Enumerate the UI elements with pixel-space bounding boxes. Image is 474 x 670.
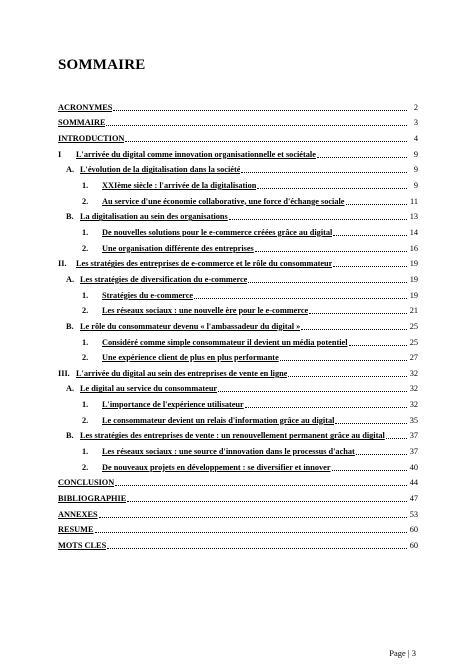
toc-entry-label: De nouvelles solutions pour le e-commerce créées grâce au digital	[102, 227, 333, 237]
toc-entry-number: 2.	[82, 306, 89, 316]
toc-entry[interactable]	[58, 301, 418, 317]
toc-entry-label: Une expérience client de plus en plus performante	[102, 353, 279, 363]
toc-entry[interactable]	[58, 457, 418, 473]
toc-entry-label: Les réseaux sociaux : une source d'innovation dans le processus d'achat	[102, 447, 355, 457]
toc-entry-number: 2.	[82, 462, 89, 472]
toc-entry-number: 1.	[82, 337, 89, 347]
page-number-footer: Page | 3	[389, 648, 416, 658]
toc-entry-label: INTRODUCTION	[58, 133, 125, 143]
toc-entry-page: 44	[409, 478, 418, 488]
toc-entry-label: Le consommateur devient un relais d'information grâce au digital	[102, 415, 335, 425]
toc-entry[interactable]	[58, 316, 418, 332]
page-title: SOMMAIRE	[58, 57, 146, 73]
toc-entry-label: L'importance de l'expérience utilisateur	[102, 400, 244, 410]
toc-entry-label: SOMMAIRE	[58, 118, 106, 128]
toc-entry-label: Le digital au service du consommateur	[80, 384, 218, 394]
toc-entry-label: ACRONYMES	[58, 102, 113, 112]
toc-entry[interactable]	[58, 488, 418, 504]
toc-entry-label: BIBLIOGRAPHIE	[58, 494, 127, 504]
toc-entry-page: 21	[409, 306, 418, 316]
toc-entry[interactable]	[58, 285, 418, 301]
toc-entry[interactable]	[58, 191, 418, 207]
toc-entry-number: B.	[66, 321, 74, 331]
toc-dot-leader	[127, 501, 407, 502]
toc-entry-page: 19	[409, 274, 418, 284]
toc-entry-page: 35	[409, 415, 418, 425]
toc-dot-leader	[349, 345, 407, 346]
toc-entry-number: 1.	[82, 180, 89, 190]
toc-entry[interactable]	[58, 348, 418, 364]
toc-dot-leader	[333, 266, 407, 267]
toc-entry-page: 40	[409, 462, 418, 472]
toc-dot-leader	[356, 454, 407, 455]
toc-entry[interactable]	[58, 269, 418, 285]
toc-entry-number: 1.	[82, 290, 89, 300]
toc-entry-page: 4	[413, 133, 418, 143]
toc-entry-number: 1.	[82, 447, 89, 457]
toc-entry-number: A.	[66, 165, 75, 175]
toc-entry-page: 9	[413, 149, 418, 159]
toc-entry-number: A.	[66, 384, 75, 394]
toc-entry-page: 11	[410, 196, 418, 206]
toc-entry-page: 3	[413, 118, 418, 128]
toc-entry-number: II.	[58, 259, 67, 269]
toc-entry-number: III.	[58, 368, 70, 378]
toc-entry-number: 2.	[82, 353, 89, 363]
toc-dot-leader	[280, 360, 407, 361]
toc-entry-label: Les réseaux sociaux : une nouvelle ère pour le e-commerce	[102, 306, 309, 316]
toc-entry[interactable]	[58, 473, 418, 489]
toc-dot-leader	[106, 125, 407, 126]
toc-dot-leader	[107, 548, 407, 549]
toc-entry[interactable]	[58, 222, 418, 238]
toc-entry-number: 2.	[82, 243, 89, 253]
toc-dot-leader	[317, 157, 407, 158]
toc-dot-leader	[194, 298, 407, 299]
table-of-contents	[58, 97, 418, 551]
toc-dot-leader	[301, 329, 407, 330]
toc-dot-leader	[95, 532, 408, 533]
toc-entry[interactable]	[58, 144, 418, 160]
toc-dot-leader	[113, 110, 407, 111]
toc-entry-label: MOTS CLES	[58, 541, 107, 551]
toc-entry-number: 2.	[82, 196, 89, 206]
toc-entry-page: 25	[409, 337, 418, 347]
toc-dot-leader	[229, 219, 407, 220]
toc-dot-leader	[333, 235, 407, 236]
toc-entry-label: Stratégies du e-commerce	[102, 290, 194, 300]
toc-entry-label: Les stratégies des entreprises de vente : un renouvellement permanent grâce au digital	[80, 431, 385, 441]
toc-entry-page: 2	[413, 102, 418, 112]
toc-entry-page: 53	[409, 509, 418, 519]
toc-entry-label: Une organisation différente des entreprises	[102, 243, 254, 253]
toc-entry-label: L'arrivée du digital comme innovation organisationnelle et sociétale	[76, 149, 316, 159]
toc-dot-leader	[335, 423, 407, 424]
toc-dot-leader	[115, 485, 407, 486]
toc-entry-page: 13	[409, 212, 418, 222]
toc-entry[interactable]	[58, 254, 418, 270]
toc-dot-leader	[309, 313, 407, 314]
toc-entry-page: 14	[409, 227, 418, 237]
toc-entry-label: De nouveaux projets en développement : se diversifier et innover	[102, 462, 331, 472]
toc-entry-label: Les stratégies des entreprises de e-commerce et le rôle du consommateur	[76, 259, 333, 269]
toc-dot-leader	[245, 407, 407, 408]
toc-entry-page: 9	[413, 180, 418, 190]
toc-entry-number: A.	[66, 274, 75, 284]
toc-entry-page: 60	[409, 541, 418, 551]
toc-dot-leader	[99, 517, 407, 518]
toc-entry-number: I	[58, 149, 62, 159]
toc-entry-label: RESUME	[58, 525, 94, 535]
toc-entry-page: 37	[409, 431, 418, 441]
toc-entry-label: Les stratégies de diversification du e-commerce	[80, 274, 248, 284]
toc-entry-label: ANNEXES	[58, 509, 98, 519]
toc-entry-label: CONCLUSION	[58, 478, 115, 488]
toc-entry[interactable]	[58, 410, 418, 426]
toc-dot-leader	[241, 172, 407, 173]
toc-entry[interactable]	[58, 97, 418, 113]
toc-entry-page: 19	[409, 259, 418, 269]
toc-dot-leader	[386, 438, 407, 439]
toc-entry-page: 25	[409, 321, 418, 331]
toc-entry[interactable]	[58, 426, 418, 442]
toc-entry-page: 32	[409, 400, 418, 410]
toc-entry-page: 60	[409, 525, 418, 535]
toc-entry-page: 19	[409, 290, 418, 300]
toc-dot-leader	[346, 204, 408, 205]
toc-entry[interactable]	[58, 520, 418, 536]
toc-entry-label: L'évolution de la digitalisation dans la société	[80, 165, 241, 175]
toc-dot-leader	[255, 251, 407, 252]
toc-entry-label: Considéré comme simple consommateur il devient un média potentiel	[102, 337, 348, 347]
toc-entry-number: 1.	[82, 400, 89, 410]
toc-entry[interactable]	[58, 207, 418, 223]
toc-entry-label: Au service d'une économie collaborative, une force d'échange sociale	[102, 196, 345, 206]
toc-entry-page: 47	[409, 494, 418, 504]
toc-entry-page: 32	[409, 384, 418, 394]
toc-dot-leader	[248, 282, 407, 283]
toc-entry-number: 2.	[82, 415, 89, 425]
toc-entry-label: XXIème siècle : l'arrivée de la digitalisation	[102, 180, 257, 190]
toc-entry-page: 37	[409, 447, 418, 457]
toc-entry-label: L'arrivée du digital au sein des entreprises de vente en ligne	[76, 368, 288, 378]
toc-entry[interactable]	[58, 175, 418, 191]
toc-entry[interactable]	[58, 379, 418, 395]
toc-dot-leader	[257, 188, 407, 189]
toc-entry[interactable]	[58, 128, 418, 144]
toc-dot-leader	[125, 141, 407, 142]
toc-entry[interactable]	[58, 113, 418, 129]
toc-entry-label: La digitalisation au sein des organisations	[80, 212, 228, 222]
toc-dot-leader	[218, 391, 407, 392]
toc-entry-number: 1.	[82, 227, 89, 237]
toc-entry-number: B.	[66, 212, 74, 222]
toc-entry[interactable]	[58, 441, 418, 457]
toc-entry[interactable]	[58, 535, 418, 551]
toc-entry-page: 32	[409, 368, 418, 378]
toc-entry[interactable]	[58, 238, 418, 254]
toc-dot-leader	[288, 376, 407, 377]
toc-dot-leader	[332, 470, 407, 471]
toc-entry[interactable]	[58, 363, 418, 379]
toc-entry-label: Le rôle du consommateur devenu « l'ambassadeur du digital »	[80, 321, 301, 331]
toc-entry-number: B.	[66, 431, 74, 441]
toc-entry-page: 16	[409, 243, 418, 253]
toc-entry[interactable]	[58, 160, 418, 176]
toc-entry[interactable]	[58, 394, 418, 410]
toc-entry-page: 9	[413, 165, 418, 175]
toc-entry[interactable]	[58, 504, 418, 520]
toc-entry-page: 27	[409, 353, 418, 363]
toc-entry[interactable]	[58, 332, 418, 348]
